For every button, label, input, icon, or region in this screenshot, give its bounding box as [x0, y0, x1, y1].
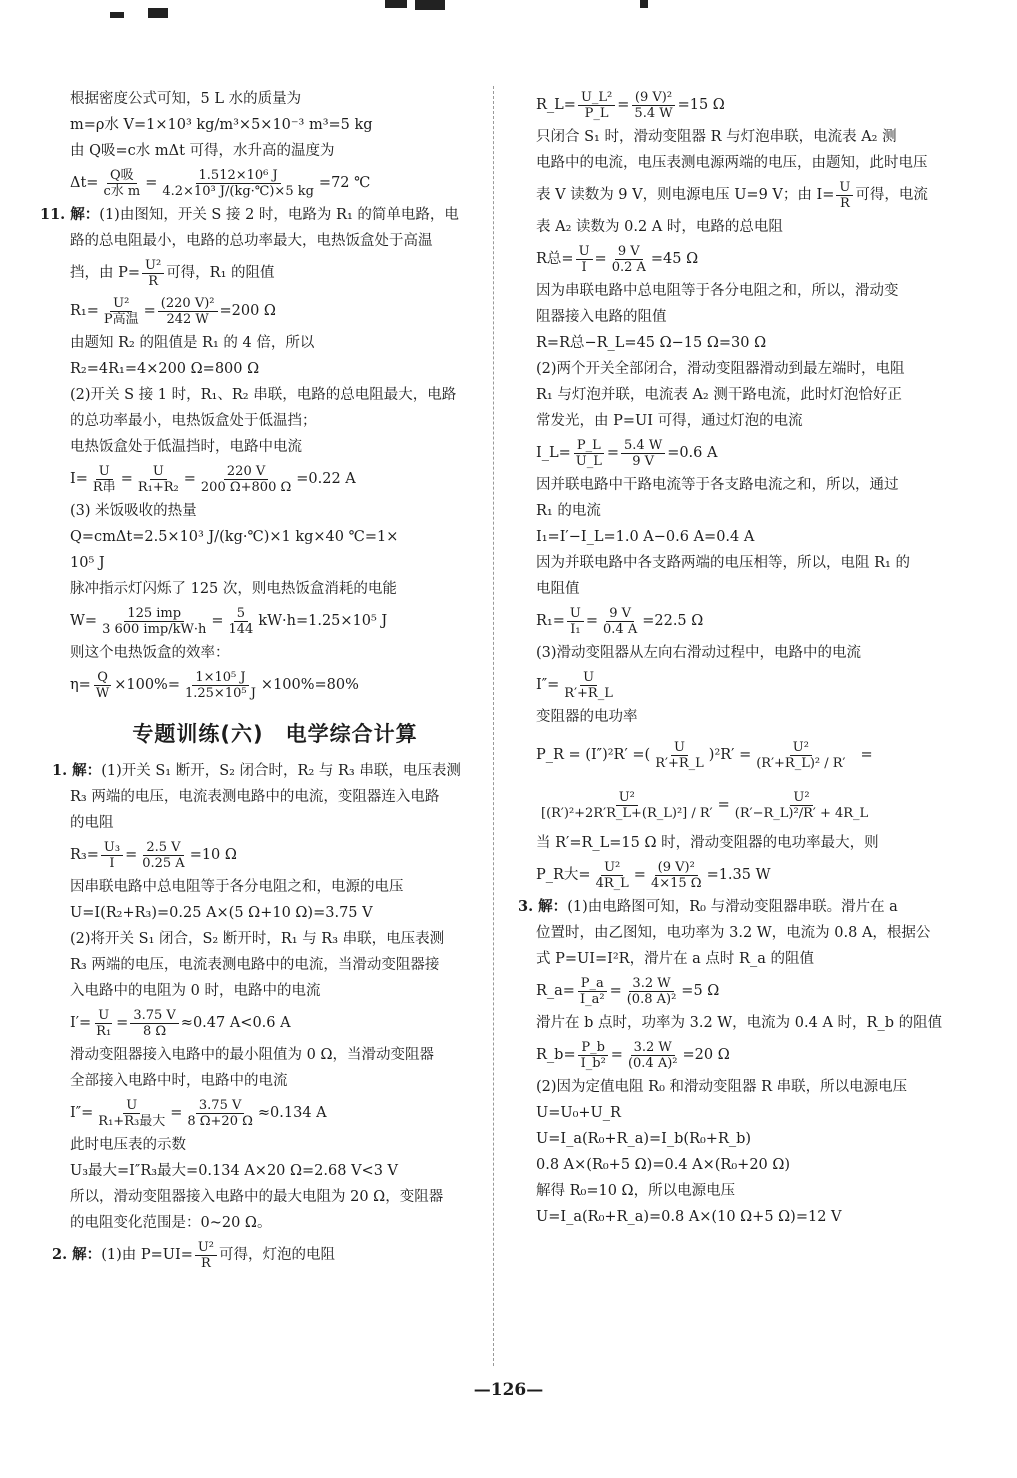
text-line: 此时电压表的示数 — [70, 1137, 186, 1153]
equation: R总= $\frac{U}{I}$ = $\frac{9 V}{0.2 A}$ =45 Ω — [536, 243, 699, 275]
equation: I″= $\frac{U}{\text{R₁+R₃最大}}$ = $\frac{3.75 V}{8 \Omega+20 \Omega}$ ≈0.134 A — [70, 1097, 327, 1129]
text-line: 因为并联电路中各支路两端的电压相等，所以，电阻 R₁ 的 — [536, 555, 910, 571]
fraction: $\frac{\text{1×10⁵ J}}{\text{1.25×10⁵ J}}$ — [184, 669, 256, 701]
page-number: —126— — [473, 1380, 544, 1400]
text-line: R₁ 的电流 — [536, 503, 601, 519]
fraction: $\frac{P\_a}{\text{I\_a²}}$ — [577, 976, 608, 1007]
fraction: $\frac{\text{1.512×10⁶ J}}{\text{4.2×10³ J/(kg·℃)×5 kg}}$ — [162, 167, 314, 199]
text-line: I₁=I′−I_L=1.0 A−0.6 A=0.4 A — [536, 529, 755, 545]
text-line: 因并联电路中干路电流等于各支路电流之和，所以，通过 — [536, 477, 899, 493]
equation: 2. 解： (1)由 P=UI= $\frac{\text{U²}}{R}$ 可得，灯泡的电阻 — [52, 1239, 336, 1271]
fraction: $\frac{\text{(220 V)²}}{242 W}$ — [158, 296, 218, 327]
fraction: $\frac{Q}{W}$ — [95, 669, 110, 701]
section-heading: 专题训练(六) 电学综合计算 — [132, 722, 418, 746]
scan-mark — [148, 8, 168, 18]
fraction: $\frac{\text{(9 V)²}}{5.4 W}$ — [631, 90, 675, 121]
fraction: $\frac{\text{(9 V)²}}{4\times 15 \Omega}$ — [650, 859, 702, 891]
equation: I″= $\frac{U}{R'+R\_L}$ — [536, 666, 966, 704]
equation: R₁= $\frac{U}{\text{I₁}}$ = $\frac{9 V}{0.4 A}$ =22.5 Ω — [536, 605, 704, 637]
fraction: $\frac{U}{\text{R₁+R₃最大}}$ — [98, 1097, 166, 1129]
text-line: 电路中的电流，电压表测电源两端的电压，由题知，此时电压 — [536, 155, 928, 171]
fraction: $\frac{3.2 W}{\text{(0.4 A)²}}$ — [627, 1039, 678, 1071]
fraction: $\frac{U}{\text{I₁}}$ — [567, 606, 584, 637]
fraction: $\frac{\text{U²}}{4R\_L}$ — [595, 859, 629, 891]
fraction: $\frac{\text{U²}}{R}$ — [142, 258, 164, 289]
fraction: $\frac{P\_L}{U\_L}$ — [575, 437, 602, 469]
fraction: $\frac{P\_b}{\text{I\_b²}}$ — [578, 1040, 609, 1071]
fraction: $\frac{3.2 W}{\text{(0.8 A)²}}$ — [626, 975, 677, 1007]
text-line: 脉冲指示灯闪烁了 125 次，则电热饭盒消耗的电能 — [70, 581, 397, 597]
equation: R₃= $\frac{\text{U₃}}{I}$ = $\frac{2.5 V}{0.25 A}$ =10 Ω — [70, 839, 237, 871]
fraction: $\frac{\text{U²}}{R}$ — [195, 1240, 217, 1271]
fraction: $\frac{U}{R'+R\_L}$ — [655, 739, 704, 771]
fraction: $\frac{\text{125 imp}}{\text{3 600 imp/kW·h}}$ — [102, 605, 207, 637]
scan-mark — [415, 0, 445, 10]
question-number: 3. 解： — [518, 898, 568, 915]
text-line: 滑片在 b 点时，功率为 3.2 W，电流为 0.4 A 时，R_b 的阻值 — [536, 1015, 943, 1031]
text-line: 电阻值 — [536, 581, 580, 597]
fraction: $\frac{3.75 V}{8 \Omega+20 \Omega}$ — [187, 1097, 253, 1129]
fraction: $\frac{\text{U²}}{\text{(R′+R\_L)² / R′}}$ — [756, 739, 846, 771]
text-line: 变阻器的电功率 — [536, 709, 638, 725]
fraction: $\frac{\text{U²}}{\text{[(R′)²+2R′R\_L+(R\_L)²] / R′}}$ — [541, 789, 713, 821]
equation: $\frac{\text{U²}}{\text{[(R′)²+2R′R\_L+(R\_L)²] / R′}}$ = $\frac{\text{U²}}{\text{(R′−R\_L)²/R′ + 4R\_L}}$ — [536, 780, 966, 830]
equation: P_R = (I″)²R′ = ( $\frac{U}{R'+R\_L}$ ) ²R′ = $\frac{\text{U²}}{\text{(R′+R\_L)² / R′}}$ = — [536, 739, 873, 771]
equation: R_a= $\frac{P\_a}{\text{I\_a²}}$ = $\frac{3.2 W}{\text{(0.8 A)²}}$ =5 Ω — [536, 975, 720, 1007]
equation: P_R大= $\frac{\text{U²}}{4R\_L}$ = $\frac{\text{(9 V)²}}{4\times 15 \Omega}$ =1.35 W — [536, 859, 771, 891]
fraction: $\frac{U}{R}$ — [836, 180, 853, 211]
text-line: 因为串联电路中总电阻等于各分电阻之和，所以，滑动变 — [536, 283, 899, 299]
text-line: 3. 解：(1)由电路图可知，R₀ 与滑动变阻器串联。滑片在 a — [518, 898, 898, 915]
equation: W= $\frac{\text{125 imp}}{\text{3 600 imp/kW·h}}$ = $\frac{5}{144}$ kW·h=1.25×10⁵ J — [70, 605, 388, 637]
text-line: (2)两个开关全部闭合，滑动变阻器滑动到最左端时，电阻 — [536, 361, 905, 377]
scan-mark — [640, 0, 648, 8]
equation: I′= $\frac{U}{\text{R₁}}$ = $\frac{3.75 V}{8 \Omega}$ ≈0.47 A<0.6 A — [70, 1007, 291, 1039]
fraction: $\frac{5}{144}$ — [228, 605, 254, 637]
text-line: R₁ 与灯泡并联，电流表 A₂ 测干路电流，此时灯泡恰好正 — [536, 387, 902, 403]
left-column — [40, 86, 480, 1274]
text-line: U₃最大=I″R₃最大=0.134 A×20 Ω=2.68 V<3 V — [70, 1163, 398, 1179]
fraction: $\frac{3.75 V}{8 \Omega}$ — [130, 1008, 178, 1039]
text-line: 由 Q吸=c水 mΔt 可得，水升高的温度为 — [70, 143, 335, 159]
text-line: 入电路中的电阻为 0 时，电路中的电流 — [70, 983, 321, 999]
text-line: 阻器接入电路的阻值 — [536, 309, 667, 325]
text-line: 式 P=UI=I²R，滑片在 a 点时 R_a 的阻值 — [536, 951, 814, 967]
fraction: $\frac{U}{\text{R串}}$ — [92, 463, 116, 495]
scan-mark — [110, 12, 124, 18]
text-line: (3)滑动变阻器从左向右滑动过程中，电路中的电流 — [536, 645, 862, 661]
equation: Δt= $\frac{\text{Q吸}}{\text{c水 m}}$ = $\frac{\text{1.512×10⁶ J}}{\text{4.2×10³ J/(kg·℃)×5 kg}}$ =72 ℃ — [70, 167, 371, 199]
fraction: $\frac{5.4 W}{9 V}$ — [621, 438, 665, 469]
fraction: $\frac{U}{R'+R\_L}$ — [564, 669, 613, 701]
text-line: 1. 解：(1)开关 S₁ 断开，S₂ 闭合时，R₂ 与 R₃ 串联，电压表测 — [52, 762, 461, 779]
text-line: 当 R′=R_L=15 Ω 时，滑动变阻器的电功率最大，则 — [536, 835, 879, 851]
text-line: U=I(R₂+R₃)=0.25 A×(5 Ω+10 Ω)=3.75 V — [70, 905, 373, 921]
text-line: 表 A₂ 读数为 0.2 A 时，电路的总电阻 — [536, 219, 783, 235]
equation: I= $\frac{U}{\text{R串}}$ = $\frac{U}{\text{R₁+R₂}}$ = $\frac{220 V}{200 \Omega+800 \Omega}$ =0.22 A — [70, 463, 356, 495]
fraction: $\frac{9 V}{0.2 A}$ — [611, 243, 646, 275]
equation: 表 V 读数为 9 V，则电源电压 U=9 V；由 I= $\frac{U}{R}$ 可得，电流 — [536, 179, 928, 211]
text-line: 常发光，由 P=UI 可得，通过灯泡的电流 — [536, 413, 803, 429]
text-line: 则这个电热饭盒的效率： — [70, 645, 230, 661]
text-line: U=I_a(R₀+R_a)=0.8 A×(10 Ω+5 Ω)=12 V — [536, 1209, 842, 1225]
text-line: 全部接入电路中时，电路中的电流 — [70, 1073, 288, 1089]
text-line: R₃ 两端的电压，电流表测电路中的电流，变阻器连入电路 — [70, 789, 440, 805]
text-line: 电热饭盒处于低温挡时，电路中电流 — [70, 439, 302, 455]
fraction: $\frac{2.5 V}{0.25 A}$ — [142, 839, 185, 871]
fraction: $\frac{9 V}{0.4 A}$ — [603, 605, 638, 637]
text-line: 11. 解：(1)由图知，开关 S 接 2 时，电路为 R₁ 的简单电路，电 — [40, 206, 459, 223]
text-line: (2)开关 S 接 1 时，R₁、R₂ 串联，电路的总电阻最大，电路 — [70, 387, 457, 403]
column-divider — [493, 86, 494, 1366]
fraction: $\frac{U}{\text{R₁+R₂}}$ — [137, 463, 179, 495]
text-line: 只闭合 S₁ 时，滑动变阻器 R 与灯泡串联，电流表 A₂ 测 — [536, 129, 897, 145]
fraction: $\frac{\text{Q吸}}{\text{c水 m}}$ — [103, 167, 141, 199]
text-line: 10⁵ J — [70, 555, 105, 571]
text-line: (2)因为定值电阻 R₀ 和滑动变阻器 R 串联，所以电源电压 — [536, 1079, 908, 1095]
text-line: R=R总−R_L=45 Ω−15 Ω=30 Ω — [536, 335, 767, 351]
text-line: U=U₀+U_R — [536, 1105, 621, 1121]
text-line: 的电阻 — [70, 815, 114, 831]
fraction: $\frac{\text{U²}}{\text{P高温}}$ — [103, 295, 139, 327]
text-line: 根据密度公式可知，5 L 水的质量为 — [70, 91, 302, 107]
fraction: $\frac{\text{U\_L²}}{P\_L}$ — [578, 90, 615, 121]
question-number: 2. 解： — [52, 1246, 102, 1263]
text-line: 由题知 R₂ 的阻值是 R₁ 的 4 倍，所以 — [70, 335, 315, 351]
text-line: 滑动变阻器接入电路中的最小阻值为 0 Ω，当滑动变阻器 — [70, 1047, 434, 1063]
text-line: R₂=4R₁=4×200 Ω=800 Ω — [70, 361, 260, 377]
fraction: $\frac{220 V}{200 \Omega+800 \Omega}$ — [200, 463, 292, 495]
text-line: 的总功率最小，电热饭盒处于低温挡； — [70, 413, 317, 429]
fraction: $\frac{U}{I}$ — [576, 244, 593, 275]
text-line: U=I_a(R₀+R_a)=I_b(R₀+R_b) — [536, 1131, 752, 1147]
text-line: 路的总电阻最小，电路的总功率最大，电热饭盒处于高温 — [70, 233, 433, 249]
equation: R₁= $\frac{\text{U²}}{\text{P高温}}$ = $\frac{\text{(220 V)²}}{242 W}$ =200 Ω — [70, 295, 276, 327]
question-number: 11. 解： — [40, 206, 100, 223]
fraction: $\frac{U}{\text{R₁}}$ — [96, 1007, 112, 1039]
text-line: m=ρ水 V=1×10³ kg/m³×5×10⁻³ m³=5 kg — [70, 117, 373, 133]
question-number: 1. 解： — [52, 762, 102, 779]
text-line: (3) 米饭吸收的热量 — [70, 503, 197, 519]
fraction: $\frac{\text{U₃}}{I}$ — [101, 840, 123, 871]
text-line: (2)将开关 S₁ 闭合，S₂ 断开时，R₁ 与 R₃ 串联，电压表测 — [70, 931, 445, 947]
equation: R_L= $\frac{\text{U\_L²}}{P\_L}$ = $\frac{\text{(9 V)²}}{5.4 W}$ =15 Ω — [536, 89, 725, 121]
text-line: 位置时，由乙图知，电功率为 3.2 W，电流为 0.8 A，根据公 — [536, 925, 931, 941]
fraction: $\frac{\text{U²}}{\text{(R′−R\_L)²/R′ + 4R\_L}}$ — [734, 789, 869, 821]
text-line: 0.8 A×(R₀+5 Ω)=0.4 A×(R₀+20 Ω) — [536, 1157, 791, 1173]
equation: η= $\frac{Q}{W}$ ×100%= $\frac{\text{1×10⁵ J}}{\text{1.25×10⁵ J}}$ ×100%=80% — [70, 669, 359, 701]
equation: R_b= $\frac{P\_b}{\text{I\_b²}}$ = $\frac{3.2 W}{\text{(0.4 A)²}}$ =20 Ω — [536, 1039, 730, 1071]
text-line: 所以，滑动变阻器接入电路中的最大电阻为 20 Ω，变阻器 — [70, 1189, 444, 1205]
text-line: 因串联电路中总电阻等于各分电阻之和，电源的电压 — [70, 879, 404, 895]
text-line: 的电阻变化范围是：0~20 Ω。 — [70, 1215, 272, 1231]
text-line: Q=cmΔt=2.5×10³ J/(kg·℃)×1 kg×40 ℃=1× — [70, 529, 399, 545]
text-line: 解得 R₀=10 Ω，所以电源电压 — [536, 1183, 736, 1199]
text-line: R₃ 两端的电压，电流表测电路中的电流，当滑动变阻器接 — [70, 957, 440, 973]
equation: 挡，由 P= $\frac{\text{U²}}{R}$ 可得，R₁ 的阻值 — [70, 257, 275, 289]
scan-mark — [385, 0, 407, 8]
equation: I_L= $\frac{P\_L}{U\_L}$ = $\frac{5.4 W}{9 V}$ =0.6 A — [536, 437, 718, 469]
right-column — [518, 86, 966, 1230]
